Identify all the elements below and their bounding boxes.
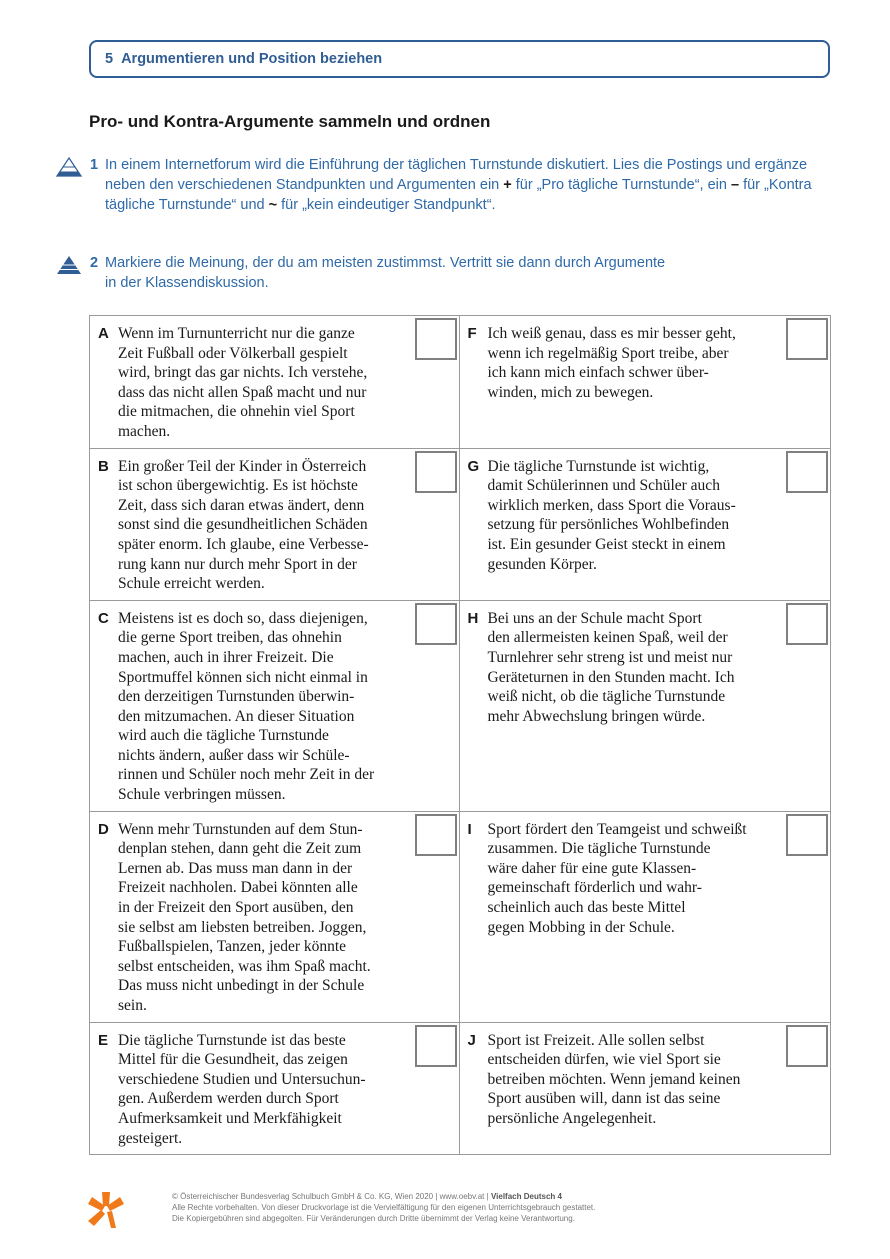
posting-letter: E bbox=[98, 1031, 109, 1049]
posting-line: wäre daher für eine gute Klassen- bbox=[487, 859, 697, 877]
posting-line: ich kann mich einfach schwer über- bbox=[487, 364, 709, 382]
posting-line: ist. Ein gesunder Geist steckt in einem bbox=[487, 535, 726, 553]
posting-line: Sport ausüben will, dann ist das seine bbox=[487, 1090, 721, 1108]
posting-cell bbox=[460, 601, 831, 811]
posting-text bbox=[118, 820, 405, 1016]
posting-line: ist schon übergewichtig. Es ist höchste bbox=[118, 477, 358, 495]
posting-line: machen, auch in ihrer Freizeit. Die bbox=[118, 648, 334, 666]
posting-line: zusammen. Die tägliche Turnstunde bbox=[487, 840, 711, 858]
postings-row bbox=[90, 812, 830, 1023]
posting-line: Ein großer Teil der Kinder in Österreich bbox=[118, 457, 367, 475]
section-title: Pro- und Kontra-Argumente sammeln und ordnen bbox=[89, 112, 491, 131]
book-title: Vielfach Deutsch 4 bbox=[490, 1192, 562, 1201]
posting-line: wenn ich regelmäßig Sport treibe, aber bbox=[487, 344, 729, 362]
posting-text bbox=[488, 609, 777, 727]
posting-line: die mitmachen, die ohnehin viel Sport bbox=[118, 403, 355, 421]
posting-line: Zeit, dass sich daran etwas ändert, denn bbox=[118, 496, 365, 514]
postings-row bbox=[90, 601, 830, 812]
posting-cell bbox=[460, 812, 831, 1022]
footer-line-2: Alle Rechte vorbehalten. Von dieser Druckvorlage ist die Vervielfältigung für den eigenen Unterrichtsgebrauch gestattet. bbox=[172, 1203, 596, 1212]
posting-line: rinnen und Schüler noch mehr Zeit in der bbox=[118, 766, 375, 784]
posting-line: dass das nicht allen Spaß macht und nur bbox=[118, 383, 367, 401]
posting-letter: C bbox=[98, 609, 109, 627]
posting-line: Schule erreicht werden. bbox=[118, 575, 265, 593]
posting-line: Lernen ab. Das muss man dann in der bbox=[118, 859, 353, 877]
posting-cell bbox=[460, 1023, 831, 1155]
posting-letter: I bbox=[467, 820, 472, 838]
posting-line: Freizeit nachholen. Dabei könnten alle bbox=[118, 879, 358, 897]
posting-line: Sportmuffel können sich nicht einmal in bbox=[118, 668, 368, 686]
posting-text bbox=[488, 324, 777, 402]
posting-cell bbox=[90, 601, 460, 811]
answer-box[interactable] bbox=[415, 318, 457, 360]
posting-line: Fußballspielen, Tanzen, jeder könnte bbox=[118, 938, 347, 956]
posting-line: Turnlehrer sehr streng ist und meist nur bbox=[487, 648, 733, 666]
posting-line: Meistens ist es doch so, dass diejenigen, bbox=[118, 609, 368, 627]
posting-line: gegen Mobbing in der Schule. bbox=[487, 918, 675, 936]
answer-box[interactable] bbox=[786, 451, 828, 493]
answer-box[interactable] bbox=[415, 451, 457, 493]
posting-letter: G bbox=[467, 457, 480, 475]
task-1-text: In einem Internetforum wird die Einführung der täglichen Turnstunde diskutiert. Lies die Postings und ergänze neben den verschiedenen Standpunkten und Argumenten ein + für „Pro tägliche Turnstunde“, ein – für „Kontra tägliche Turnstunde“ und ~ für „kein eindeutiger Standpunkt“. bbox=[105, 157, 812, 213]
posting-line: sein. bbox=[118, 997, 147, 1014]
posting-cell bbox=[90, 1023, 460, 1155]
posting-line: sie selbst am liebsten betreiben. Joggen, bbox=[118, 918, 367, 936]
publisher-logo-icon bbox=[86, 1190, 126, 1230]
posting-line: Ich weiß genau, dass es mir besser geht, bbox=[487, 325, 736, 342]
posting-line: Die tägliche Turnstunde ist das beste bbox=[118, 1031, 346, 1049]
posting-text bbox=[488, 820, 777, 938]
posting-text bbox=[118, 1031, 405, 1149]
posting-cell bbox=[90, 316, 460, 448]
posting-line: winden, mich zu bewegen. bbox=[487, 383, 654, 401]
posting-line: wird auch die tägliche Turnstunde bbox=[118, 727, 329, 745]
answer-box[interactable] bbox=[415, 603, 457, 645]
postings-grid bbox=[89, 315, 831, 1155]
plus-symbol: + bbox=[503, 177, 512, 193]
posting-cell bbox=[90, 449, 460, 600]
task-2-number: 2 bbox=[90, 255, 99, 271]
posting-line: Schule verbringen müssen. bbox=[118, 786, 286, 804]
posting-line: sonst sind die gesundheitlichen Schäden bbox=[118, 516, 368, 534]
posting-line: den mitzumachen. An dieser Situation bbox=[118, 707, 355, 725]
posting-text bbox=[118, 324, 405, 442]
answer-box[interactable] bbox=[786, 603, 828, 645]
posting-letter: H bbox=[467, 609, 479, 627]
posting-line: Wenn mehr Turnstunden auf dem Stun- bbox=[118, 820, 363, 838]
posting-letter: F bbox=[467, 325, 477, 342]
posting-line: mehr Abwechslung bringen würde. bbox=[487, 707, 706, 725]
posting-line: rung kann nur durch mehr Sport in der bbox=[118, 555, 357, 573]
footer bbox=[172, 1191, 595, 1224]
posting-line: Sport ist Freizeit. Alle sollen selbst bbox=[487, 1031, 705, 1049]
postings-row bbox=[90, 1023, 830, 1155]
posting-line: betreiben möchten. Wenn jemand keinen bbox=[487, 1070, 741, 1088]
posting-line: gesunden Körper. bbox=[487, 555, 597, 573]
posting-line: die gerne Sport treiben, das ohnehin bbox=[118, 629, 342, 647]
posting-line: weiß nicht, ob die tägliche Turnstunde bbox=[487, 688, 726, 706]
posting-line: später enorm. Ich glaube, eine Verbesse- bbox=[118, 535, 369, 553]
posting-text bbox=[488, 1031, 777, 1129]
difficulty-level-2-icon bbox=[56, 255, 82, 275]
posting-line: machen. bbox=[118, 422, 171, 440]
footer-line-3: Die Kopiergebühren sind abgegolten. Für Veränderungen durch Dritte übernimmt der Verlag keine Verantwortung. bbox=[172, 1214, 575, 1223]
answer-box[interactable] bbox=[786, 1025, 828, 1067]
posting-letter: A bbox=[98, 325, 109, 342]
posting-line: Zeit Fußball oder Völkerball gespielt bbox=[118, 344, 348, 362]
posting-letter: J bbox=[467, 1031, 476, 1049]
posting-line: setzung für persönliches Wohlbefinden bbox=[487, 516, 730, 534]
tilde-symbol: ~ bbox=[268, 197, 278, 213]
posting-line: den allermeisten keinen Spaß, weil der bbox=[487, 629, 728, 647]
posting-line: entscheiden dürfen, wie viel Sport sie bbox=[487, 1051, 721, 1069]
posting-line: verschiedene Studien und Untersuchun- bbox=[118, 1070, 366, 1088]
posting-line: Bei uns an der Schule macht Sport bbox=[487, 609, 702, 627]
posting-text bbox=[488, 457, 777, 575]
posting-line: Aufmerksamkeit und Merkfähigkeit bbox=[118, 1109, 342, 1127]
chapter-number: 5 bbox=[105, 51, 114, 67]
answer-box[interactable] bbox=[786, 814, 828, 856]
chapter-header bbox=[89, 40, 830, 78]
posting-line: Sport fördert den Teamgeist und schweißt bbox=[487, 820, 747, 838]
posting-line: Die tägliche Turnstunde ist wichtig, bbox=[487, 457, 710, 475]
difficulty-level-1-icon bbox=[56, 157, 82, 177]
posting-line: gemeinschaft förderlich und wahr- bbox=[487, 879, 702, 897]
footer-line-1: © Österreichischer Bundesverlag Schulbuch GmbH & Co. KG, Wien 2020 | www.oebv.at | Vielfach Deutsch 4 bbox=[172, 1192, 562, 1201]
chapter-title: Argumentieren und Position beziehen bbox=[121, 51, 383, 67]
posting-line: den derzeitigen Turnstunden überwin- bbox=[118, 688, 355, 706]
posting-line: gesteigert. bbox=[118, 1129, 183, 1147]
answer-box[interactable] bbox=[415, 1025, 457, 1067]
posting-line: persönliche Angelegenheit. bbox=[487, 1109, 657, 1127]
posting-text bbox=[118, 457, 405, 594]
posting-letter: B bbox=[98, 457, 109, 475]
posting-line: selbst entscheiden, was ihm Spaß macht. bbox=[118, 957, 371, 975]
task-2-text: Markiere die Meinung, der du am meisten zustimmst. Vertritt sie dann durch Argumente in der Klassendiskussion. bbox=[105, 255, 666, 291]
task-1 bbox=[56, 155, 826, 215]
posting-line: nichts ändern, außer dass wir Schüle- bbox=[118, 746, 350, 764]
posting-line: damit Schülerinnen und Schüler auch bbox=[487, 477, 720, 495]
posting-cell bbox=[90, 812, 460, 1022]
posting-line: in der Freizeit den Sport ausüben, den bbox=[118, 899, 354, 917]
posting-letter: D bbox=[98, 820, 109, 838]
posting-cell bbox=[460, 316, 831, 448]
posting-cell bbox=[460, 449, 831, 600]
posting-text bbox=[118, 609, 405, 805]
minus-symbol: – bbox=[730, 177, 740, 193]
answer-box[interactable] bbox=[415, 814, 457, 856]
postings-row bbox=[90, 316, 830, 449]
posting-line: Geräteturnen in den Stunden macht. Ich bbox=[487, 668, 735, 686]
task-2 bbox=[56, 253, 826, 293]
answer-box[interactable] bbox=[786, 318, 828, 360]
posting-line: wird, bringt das gar nichts. Ich verstehe, bbox=[118, 364, 368, 382]
posting-line: Mittel für die Gesundheit, das zeigen bbox=[118, 1051, 348, 1069]
posting-line: denplan stehen, dann geht die Zeit zum bbox=[118, 840, 362, 858]
posting-line: gen. Außerdem werden durch Sport bbox=[118, 1090, 339, 1108]
posting-line: scheinlich auch das beste Mittel bbox=[487, 899, 686, 917]
postings-row bbox=[90, 449, 830, 601]
task-1-number: 1 bbox=[90, 157, 99, 173]
posting-line: Wenn im Turnunterricht nur die ganze bbox=[118, 325, 355, 342]
posting-line: wirklich merken, dass Sport die Voraus- bbox=[487, 496, 736, 514]
posting-line: Das muss nicht unbedingt in der Schule bbox=[118, 977, 365, 995]
